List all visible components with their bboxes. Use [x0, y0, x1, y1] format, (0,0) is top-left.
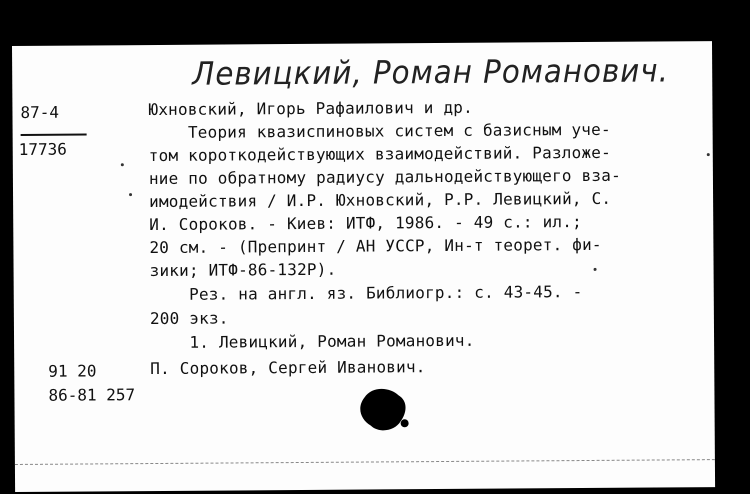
speck [594, 268, 597, 271]
record-line-8: зики; ИТФ-86-132Р). [149, 259, 337, 281]
record-line-1: Юхновский, Игорь Рафаилович и др. [148, 97, 473, 120]
record-line-10: 200 экз. [149, 308, 229, 329]
record-line-11: 1. Левицкий, Роман Романович. [150, 330, 475, 353]
catalog-card [12, 41, 715, 492]
record-line-4: ние по обратному радиусу дальнодействующего вза- [148, 165, 621, 189]
shelf-mark-2: 86-81 257 [48, 385, 136, 405]
call-number-divider [21, 133, 87, 135]
handwritten-heading: Левицкий, Роман Романович. [192, 51, 669, 93]
speck [707, 153, 710, 156]
shelf-mark-1: 91 20 [48, 361, 97, 381]
record-line-7: 20 см. - (Препринт / АН УССР, Ин-т теорет. фи- [149, 234, 602, 258]
call-number-top: 87-4 [20, 102, 60, 122]
record-line-9: Рез. на англ. яз. Библиогр.: с. 43-45. - [149, 282, 583, 305]
speck [121, 163, 124, 166]
speck [129, 193, 132, 196]
call-number-bottom: 17736 [18, 139, 67, 159]
record-line-3: том короткодействующих взаимодействий. Разложе- [148, 142, 611, 166]
ink-blot [354, 383, 414, 439]
record-line-6: И. Сороков. - Киев: ИТФ, 1986. - 49 с.: ил.; [149, 212, 582, 235]
record-line-2: Теория квазиспиновых систем с базисным уче- [148, 119, 611, 143]
record-line-5: имодействия / И.Р. Юхновский, Р.Р. Левицкий, С. [149, 188, 612, 212]
record-line-12: П. Сороков, Сергей Иванович. [150, 357, 426, 379]
card-bottom-rule [15, 459, 715, 465]
